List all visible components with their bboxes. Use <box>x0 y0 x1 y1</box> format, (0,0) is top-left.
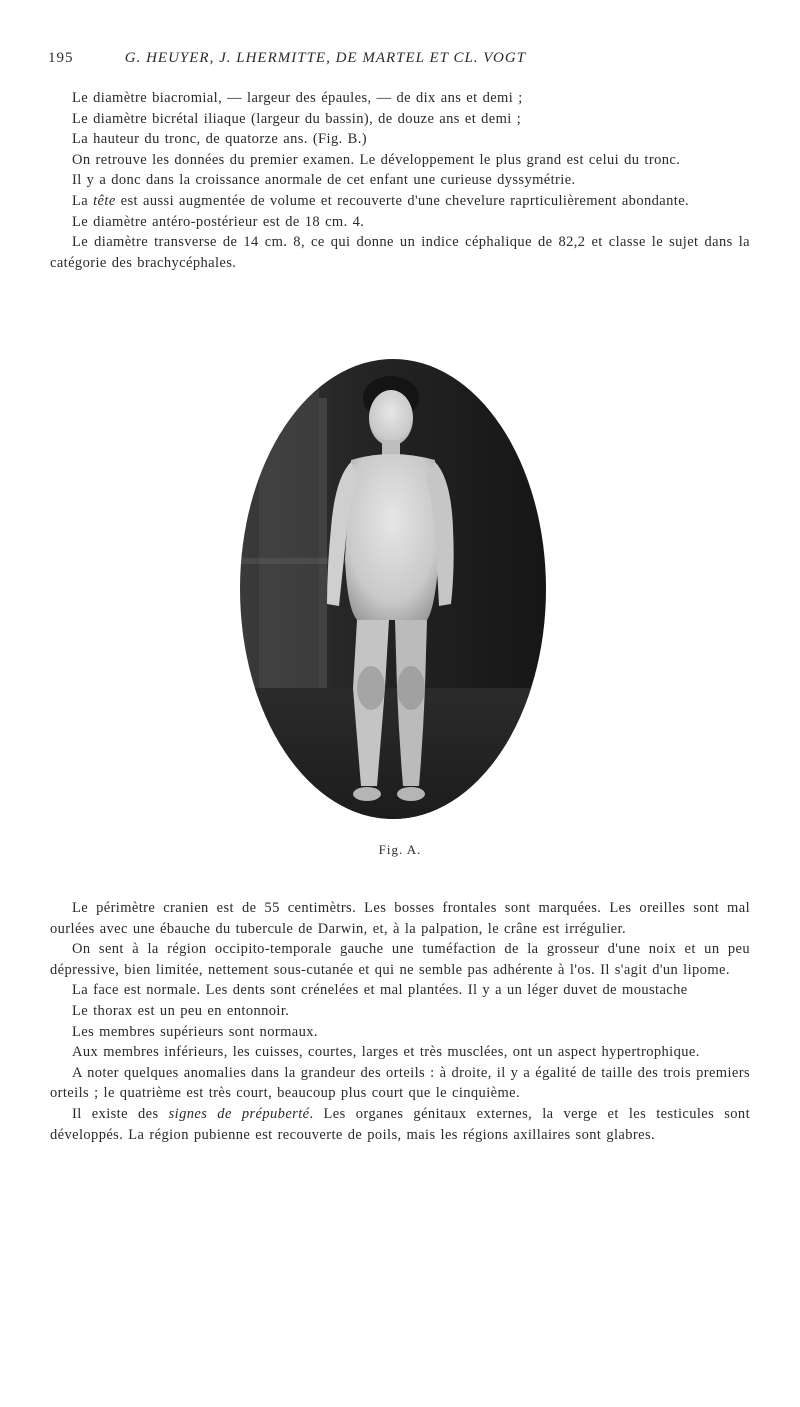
paragraph: Il y a donc dans la croissance anormale de cet enfant une curieuse dyssymétrie. <box>72 172 576 189</box>
paragraph: Le diamètre biacromial, — largeur des épaules, — de dix ans et demi ; <box>72 90 523 106</box>
paragraph: A noter quelques anomalies dans la grandeur des orteils : à droite, il y a égalité de taille des trois premiers orteils ; le quatrième est très court, beaucoup plus court que le cinquième. <box>50 1064 750 1102</box>
text-run: Il existe des <box>72 1105 169 1122</box>
figure-caption: Fig. A. <box>378 842 422 857</box>
paragraph: Les membres supérieurs sont normaux. <box>72 1023 318 1040</box>
figure-photograph <box>239 358 547 820</box>
text-run: La <box>72 192 94 209</box>
paragraph: La face est normale. Les dents sont crénelées et mal plantées. Il y a un léger duvet de moustache <box>72 982 688 999</box>
text-run: est aussi augmentée de volume et recouverte d'une chevelure raprticulièrement abondante. <box>115 192 690 209</box>
italic-term: signes de prépuberté <box>168 1105 310 1122</box>
paragraph: Le diamètre bicrétal iliaque (largeur du bassin), de douze ans et demi ; <box>72 110 522 127</box>
text-block-top <box>50 88 750 273</box>
paragraph <box>50 1104 750 1145</box>
paragraph: On retrouve les données du premier examen. Le développement le plus grand est celui du tronc. <box>72 151 681 168</box>
paragraph: Le périmètre cranien est de 55 centimètrs. Les bosses frontales sont marquées. Les oreilles sont mal ourlées avec une ébauche du tubercule de Darwin, et, à la palpation, le crâne est irrégulier. <box>50 900 750 937</box>
text-run: . Les organes génitaux externes, la verge et les testicules sont développés. La région pubienne est recouverte de poils, mais les régions axillaires sont glabres. <box>50 1105 750 1143</box>
paragraph <box>50 191 750 212</box>
header-authors: G. HEUYER, J. LHERMITTE, DE MARTEL ET CL. VOGT <box>124 50 527 66</box>
paragraph: La hauteur du tronc, de quatorze ans. (Fig. B.) <box>72 131 367 148</box>
paragraph: Le diamètre transverse de 14 cm. 8, ce qui donne un indice céphalique de 82,2 et classe le sujet dans la catégorie des brachycéphales. <box>50 234 750 271</box>
paragraph: Aux membres inférieurs, les cuisses, courtes, larges et très musclées, ont un aspect hypertrophique. <box>72 1044 700 1061</box>
running-head <box>48 50 748 67</box>
page-number: 195 <box>48 50 74 66</box>
text-block-bottom <box>50 898 750 1145</box>
paragraph: Le diamètre antéro-postérieur est de 18 cm. 4. <box>72 213 365 230</box>
italic-term: tête <box>93 192 116 209</box>
paragraph: On sent à la région occipito-temporale gauche une tuméfaction de la grosseur d'une noix et un peu dépressive, bien limitée, nettement sous-cutanée et qui ne semble pas adhérente à l'os. Il s'agit d'un lipome. <box>50 941 750 978</box>
paragraph: Le thorax est un peu en entonnoir. <box>72 1002 290 1019</box>
